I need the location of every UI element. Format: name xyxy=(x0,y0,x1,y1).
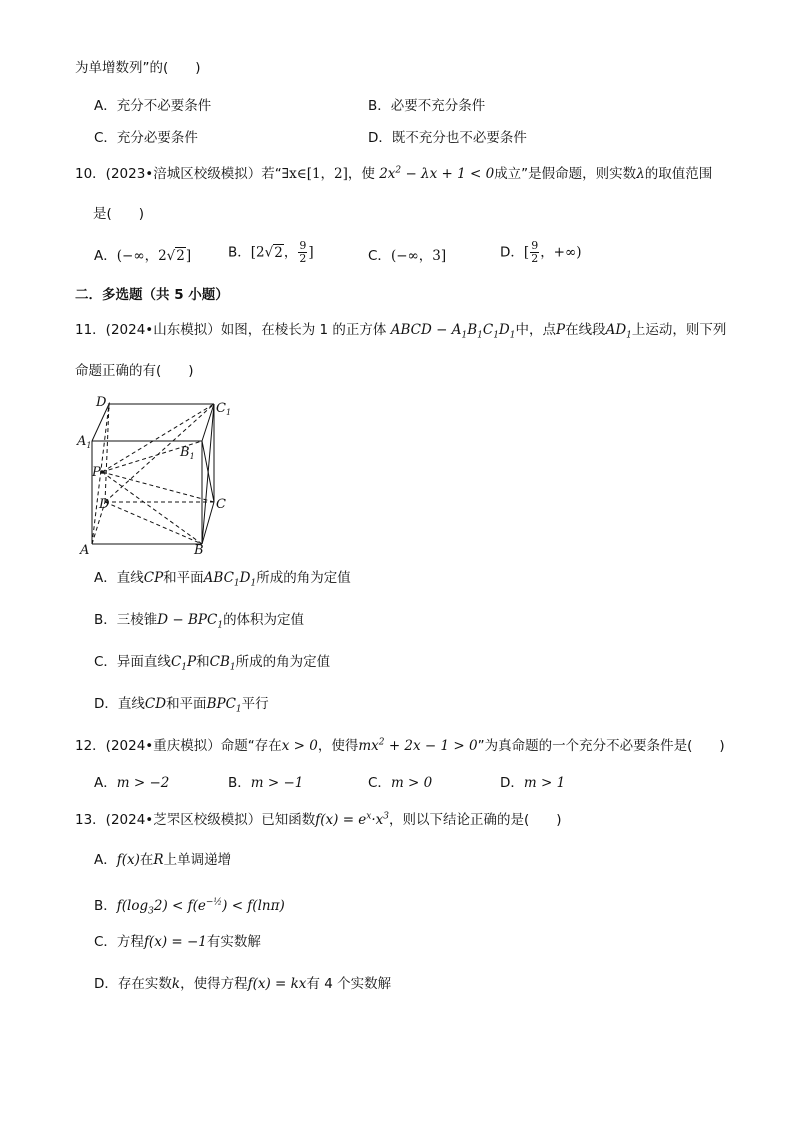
q10-option-d[interactable]: D．[ $\frac{9}{2}$ ，+∞) xyxy=(500,239,582,265)
q10-option-a[interactable]: A．(−∞，2√2] xyxy=(94,248,192,264)
q9-option-c[interactable]: C．充分必要条件 xyxy=(94,130,198,146)
q11-option-a[interactable]: A．直线CP和平面$ABC_1D_1$所成的角为定值 xyxy=(94,570,351,589)
q11-stem-line2: 命题正确的有( ) xyxy=(75,363,194,379)
q12-option-c[interactable]: C．m > 0 xyxy=(368,775,433,791)
q11-option-b[interactable]: B．三棱锥$D - BPC_1$的体积为定值 xyxy=(94,612,305,631)
label-a: A xyxy=(80,543,90,558)
q12-option-b[interactable]: B．m > −1 xyxy=(228,775,304,791)
q11-stem: 11．(2024•山东模拟）如图，在棱长为 1 的正方体 ABCD − $A_1B_1C_1D_1$中，点P在线段$AD_1$上运动，则下列 xyxy=(75,322,727,341)
label-b: B xyxy=(194,543,204,558)
q9-option-b[interactable]: B．必要不充分条件 xyxy=(368,98,486,114)
label-a1: $A_1$ xyxy=(77,434,92,450)
label-b1: $B_1$ xyxy=(180,445,195,461)
q9-option-d[interactable]: D．既不充分也不必要条件 xyxy=(368,130,527,146)
label-d1: $D_1$ xyxy=(96,395,112,411)
q12-option-a[interactable]: A．m > −2 xyxy=(94,775,170,791)
q10-stem: 10．(2023•涪城区校级模拟）若“∃x∈[1，2]，使 $2x^2 - \lambda x + 1 < 0$成立”是假命题，则实数λ的取值范围 xyxy=(75,165,713,182)
q9-option-a[interactable]: A．充分不必要条件 xyxy=(94,98,212,114)
section-title-multi-choice: 二．多选题（共 5 小题） xyxy=(75,287,229,303)
q13-stem: 13．(2024•芝罘区校级模拟）已知函数$f(x) = e^x\cdot x^3$，则以下结论正确的是( ) xyxy=(75,811,562,828)
q13-option-c[interactable]: C．方程f(x) = −1有实数解 xyxy=(94,934,261,950)
label-d: D xyxy=(99,497,110,512)
q13-option-a[interactable]: A．f(x)在R上单调递增 xyxy=(94,852,232,868)
q13-option-b[interactable]: B．$f(\log_32) < f(e^{-\frac{1}{2}}) < f(\ln\pi)$ xyxy=(94,897,285,917)
q13-option-d[interactable]: D．存在实数k，使得方程f(x) = kx有 4 个实数解 xyxy=(94,976,392,992)
q10-stem-line2: 是( ) xyxy=(93,206,145,222)
q12-stem: 12．(2024•重庆模拟）命题“存在x > 0，使得$mx^2 + 2x - 1 > 0$”为真命题的一个充分不必要条件是( ) xyxy=(75,737,725,754)
q10-option-b[interactable]: B．[2√2， $\frac{9}{2}$ ] xyxy=(228,239,314,265)
q11-option-d[interactable]: D．直线CD和平面$BPC_1$平行 xyxy=(94,696,269,715)
label-c: C xyxy=(216,497,226,512)
label-c1: $C_1$ xyxy=(216,401,232,417)
q11-option-c[interactable]: C．异面直线$C_1P$和$CB_1$所成的角为定值 xyxy=(94,654,331,673)
label-p: P xyxy=(92,465,101,480)
cube-figure xyxy=(72,392,242,560)
q9-tail: 为单增数列”的( ) xyxy=(75,60,201,76)
q10-option-c[interactable]: C．(−∞，3] xyxy=(368,248,447,264)
q12-option-d[interactable]: D．m > 1 xyxy=(500,775,566,791)
